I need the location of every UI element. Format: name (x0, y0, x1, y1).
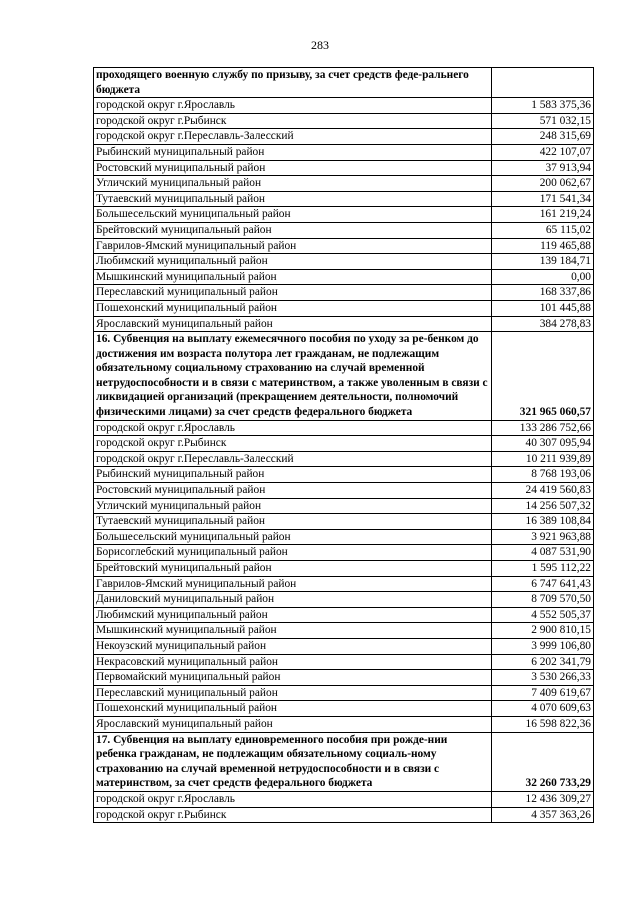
municipality-name: Угличский муниципальный район (94, 176, 492, 192)
amount: 168 337,86 (492, 285, 594, 301)
municipality-name: Переславский муниципальный район (94, 285, 492, 301)
table-row (94, 222, 594, 238)
table-row (94, 592, 594, 608)
municipality-name: Некрасовский муниципальный район (94, 654, 492, 670)
municipality-name: Некоузский муниципальный район (94, 638, 492, 654)
table-row (94, 607, 594, 623)
amount: 8 709 570,50 (492, 592, 594, 608)
table-row (94, 623, 594, 639)
section-total (492, 68, 594, 98)
amount: 8 768 193,06 (492, 467, 594, 483)
municipality-name: городской округ г.Рыбинск (94, 113, 492, 129)
amount: 200 062,67 (492, 176, 594, 192)
municipality-name: Пошехонский муниципальный район (94, 300, 492, 316)
table-row (94, 791, 594, 807)
table-row (94, 701, 594, 717)
amount: 6 202 341,79 (492, 654, 594, 670)
amount: 3 530 266,33 (492, 670, 594, 686)
table-row (94, 807, 594, 823)
table-row (94, 451, 594, 467)
section-header-row (94, 68, 594, 98)
municipality-name: Ростовский муниципальный район (94, 160, 492, 176)
amount: 3 999 106,80 (492, 638, 594, 654)
amount: 16 598 822,36 (492, 716, 594, 732)
table-row (94, 144, 594, 160)
municipality-name: Рыбинский муниципальный район (94, 467, 492, 483)
table-row (94, 129, 594, 145)
municipality-name: Ярославский муниципальный район (94, 716, 492, 732)
budget-table (93, 67, 594, 823)
amount: 422 107,07 (492, 144, 594, 160)
municipality-name: Мышкинский муниципальный район (94, 269, 492, 285)
page-number: 283 (311, 38, 329, 52)
table-row (94, 514, 594, 530)
amount: 3 921 963,88 (492, 529, 594, 545)
municipality-name: Гаврилов-Ямский муниципальный район (94, 576, 492, 592)
section-header-row (94, 732, 594, 791)
municipality-name: Большесельский муниципальный район (94, 207, 492, 223)
table-row (94, 160, 594, 176)
section-title: 16. Субвенция на выплату ежемесячного пособия по уходу за ре-бенком до достижения им возраста полутора лет гражданам, не подлежащим обязательному социальному страхованию на случай временной нетрудоспособности и в связи с материнством, а также уволенным в связи с ликвидацией организаций (прекращением деятельности, полномочий физическими лицами) за счет средств федерального бюджета (94, 332, 492, 421)
table-row (94, 254, 594, 270)
municipality-name: Рыбинский муниципальный район (94, 144, 492, 160)
municipality-name: Гаврилов-Ямский муниципальный район (94, 238, 492, 254)
amount: 16 389 108,84 (492, 514, 594, 530)
amount: 7 409 619,67 (492, 685, 594, 701)
municipality-name: городской округ г.Ярославль (94, 420, 492, 436)
municipality-name: Угличский муниципальный район (94, 498, 492, 514)
section-header-row (94, 332, 594, 421)
amount: 65 115,02 (492, 222, 594, 238)
table-row (94, 113, 594, 129)
table-row (94, 467, 594, 483)
amount: 4 070 609,63 (492, 701, 594, 717)
section-total: 32 260 733,29 (492, 732, 594, 791)
table-row (94, 300, 594, 316)
amount: 248 315,69 (492, 129, 594, 145)
table-row (94, 269, 594, 285)
municipality-name: городской округ г.Переславль-Залесский (94, 129, 492, 145)
amount: 1 595 112,22 (492, 561, 594, 577)
amount: 4 552 505,37 (492, 607, 594, 623)
table-row (94, 436, 594, 452)
municipality-name: Борисоглебский муниципальный район (94, 545, 492, 561)
amount: 101 445,88 (492, 300, 594, 316)
municipality-name: Тутаевский муниципальный район (94, 191, 492, 207)
table-row (94, 98, 594, 114)
table-row (94, 654, 594, 670)
amount: 24 419 560,83 (492, 483, 594, 499)
amount: 0,00 (492, 269, 594, 285)
municipality-name: Мышкинский муниципальный район (94, 623, 492, 639)
table-row (94, 670, 594, 686)
amount: 37 913,94 (492, 160, 594, 176)
municipality-name: Тутаевский муниципальный район (94, 514, 492, 530)
municipality-name: Брейтовский муниципальный район (94, 561, 492, 577)
table-row (94, 529, 594, 545)
municipality-name: городской округ г.Ярославль (94, 791, 492, 807)
table-row (94, 498, 594, 514)
table-row (94, 638, 594, 654)
amount: 133 286 752,66 (492, 420, 594, 436)
table-row (94, 545, 594, 561)
municipality-name: городской округ г.Ярославль (94, 98, 492, 114)
amount: 10 211 939,89 (492, 451, 594, 467)
municipality-name: Пошехонский муниципальный район (94, 701, 492, 717)
municipality-name: Большесельский муниципальный район (94, 529, 492, 545)
amount: 171 541,34 (492, 191, 594, 207)
amount: 119 465,88 (492, 238, 594, 254)
amount: 384 278,83 (492, 316, 594, 332)
table-row (94, 176, 594, 192)
municipality-name: Ростовский муниципальный район (94, 483, 492, 499)
municipality-name: Любимский муниципальный район (94, 254, 492, 270)
municipality-name: Первомайский муниципальный район (94, 670, 492, 686)
table-row (94, 191, 594, 207)
table-row (94, 716, 594, 732)
table-row (94, 238, 594, 254)
municipality-name: Ярославский муниципальный район (94, 316, 492, 332)
section-title: проходящего военную службу по призыву, за счет средств феде-ральнего бюджета (94, 68, 492, 98)
table-row (94, 207, 594, 223)
amount: 161 219,24 (492, 207, 594, 223)
budget-table-body (94, 68, 594, 823)
table-row (94, 483, 594, 499)
amount: 139 184,71 (492, 254, 594, 270)
amount: 4 087 531,90 (492, 545, 594, 561)
table-row (94, 561, 594, 577)
section-title: 17. Субвенция на выплату единовременного пособия при рожде-нии ребенка гражданам, не подлежащим обязательному социаль-ному страхованию на случай временной нетрудоспособности и в связи с материнством, за счет средств федерального бюджета (94, 732, 492, 791)
municipality-name: Даниловский муниципальный район (94, 592, 492, 608)
municipality-name: городской округ г.Рыбинск (94, 436, 492, 452)
table-row (94, 685, 594, 701)
municipality-name: городской округ г.Переславль-Залесский (94, 451, 492, 467)
section-total: 321 965 060,57 (492, 332, 594, 421)
amount: 571 032,15 (492, 113, 594, 129)
amount: 12 436 309,27 (492, 791, 594, 807)
amount: 40 307 095,94 (492, 436, 594, 452)
table-row (94, 420, 594, 436)
table-row (94, 316, 594, 332)
amount: 6 747 641,43 (492, 576, 594, 592)
municipality-name: городской округ г.Рыбинск (94, 807, 492, 823)
table-row (94, 576, 594, 592)
municipality-name: Любимский муниципальный район (94, 607, 492, 623)
municipality-name: Переславский муниципальный район (94, 685, 492, 701)
municipality-name: Брейтовский муниципальный район (94, 222, 492, 238)
amount: 4 357 363,26 (492, 807, 594, 823)
amount: 2 900 810,15 (492, 623, 594, 639)
amount: 1 583 375,36 (492, 98, 594, 114)
table-row (94, 285, 594, 301)
amount: 14 256 507,32 (492, 498, 594, 514)
